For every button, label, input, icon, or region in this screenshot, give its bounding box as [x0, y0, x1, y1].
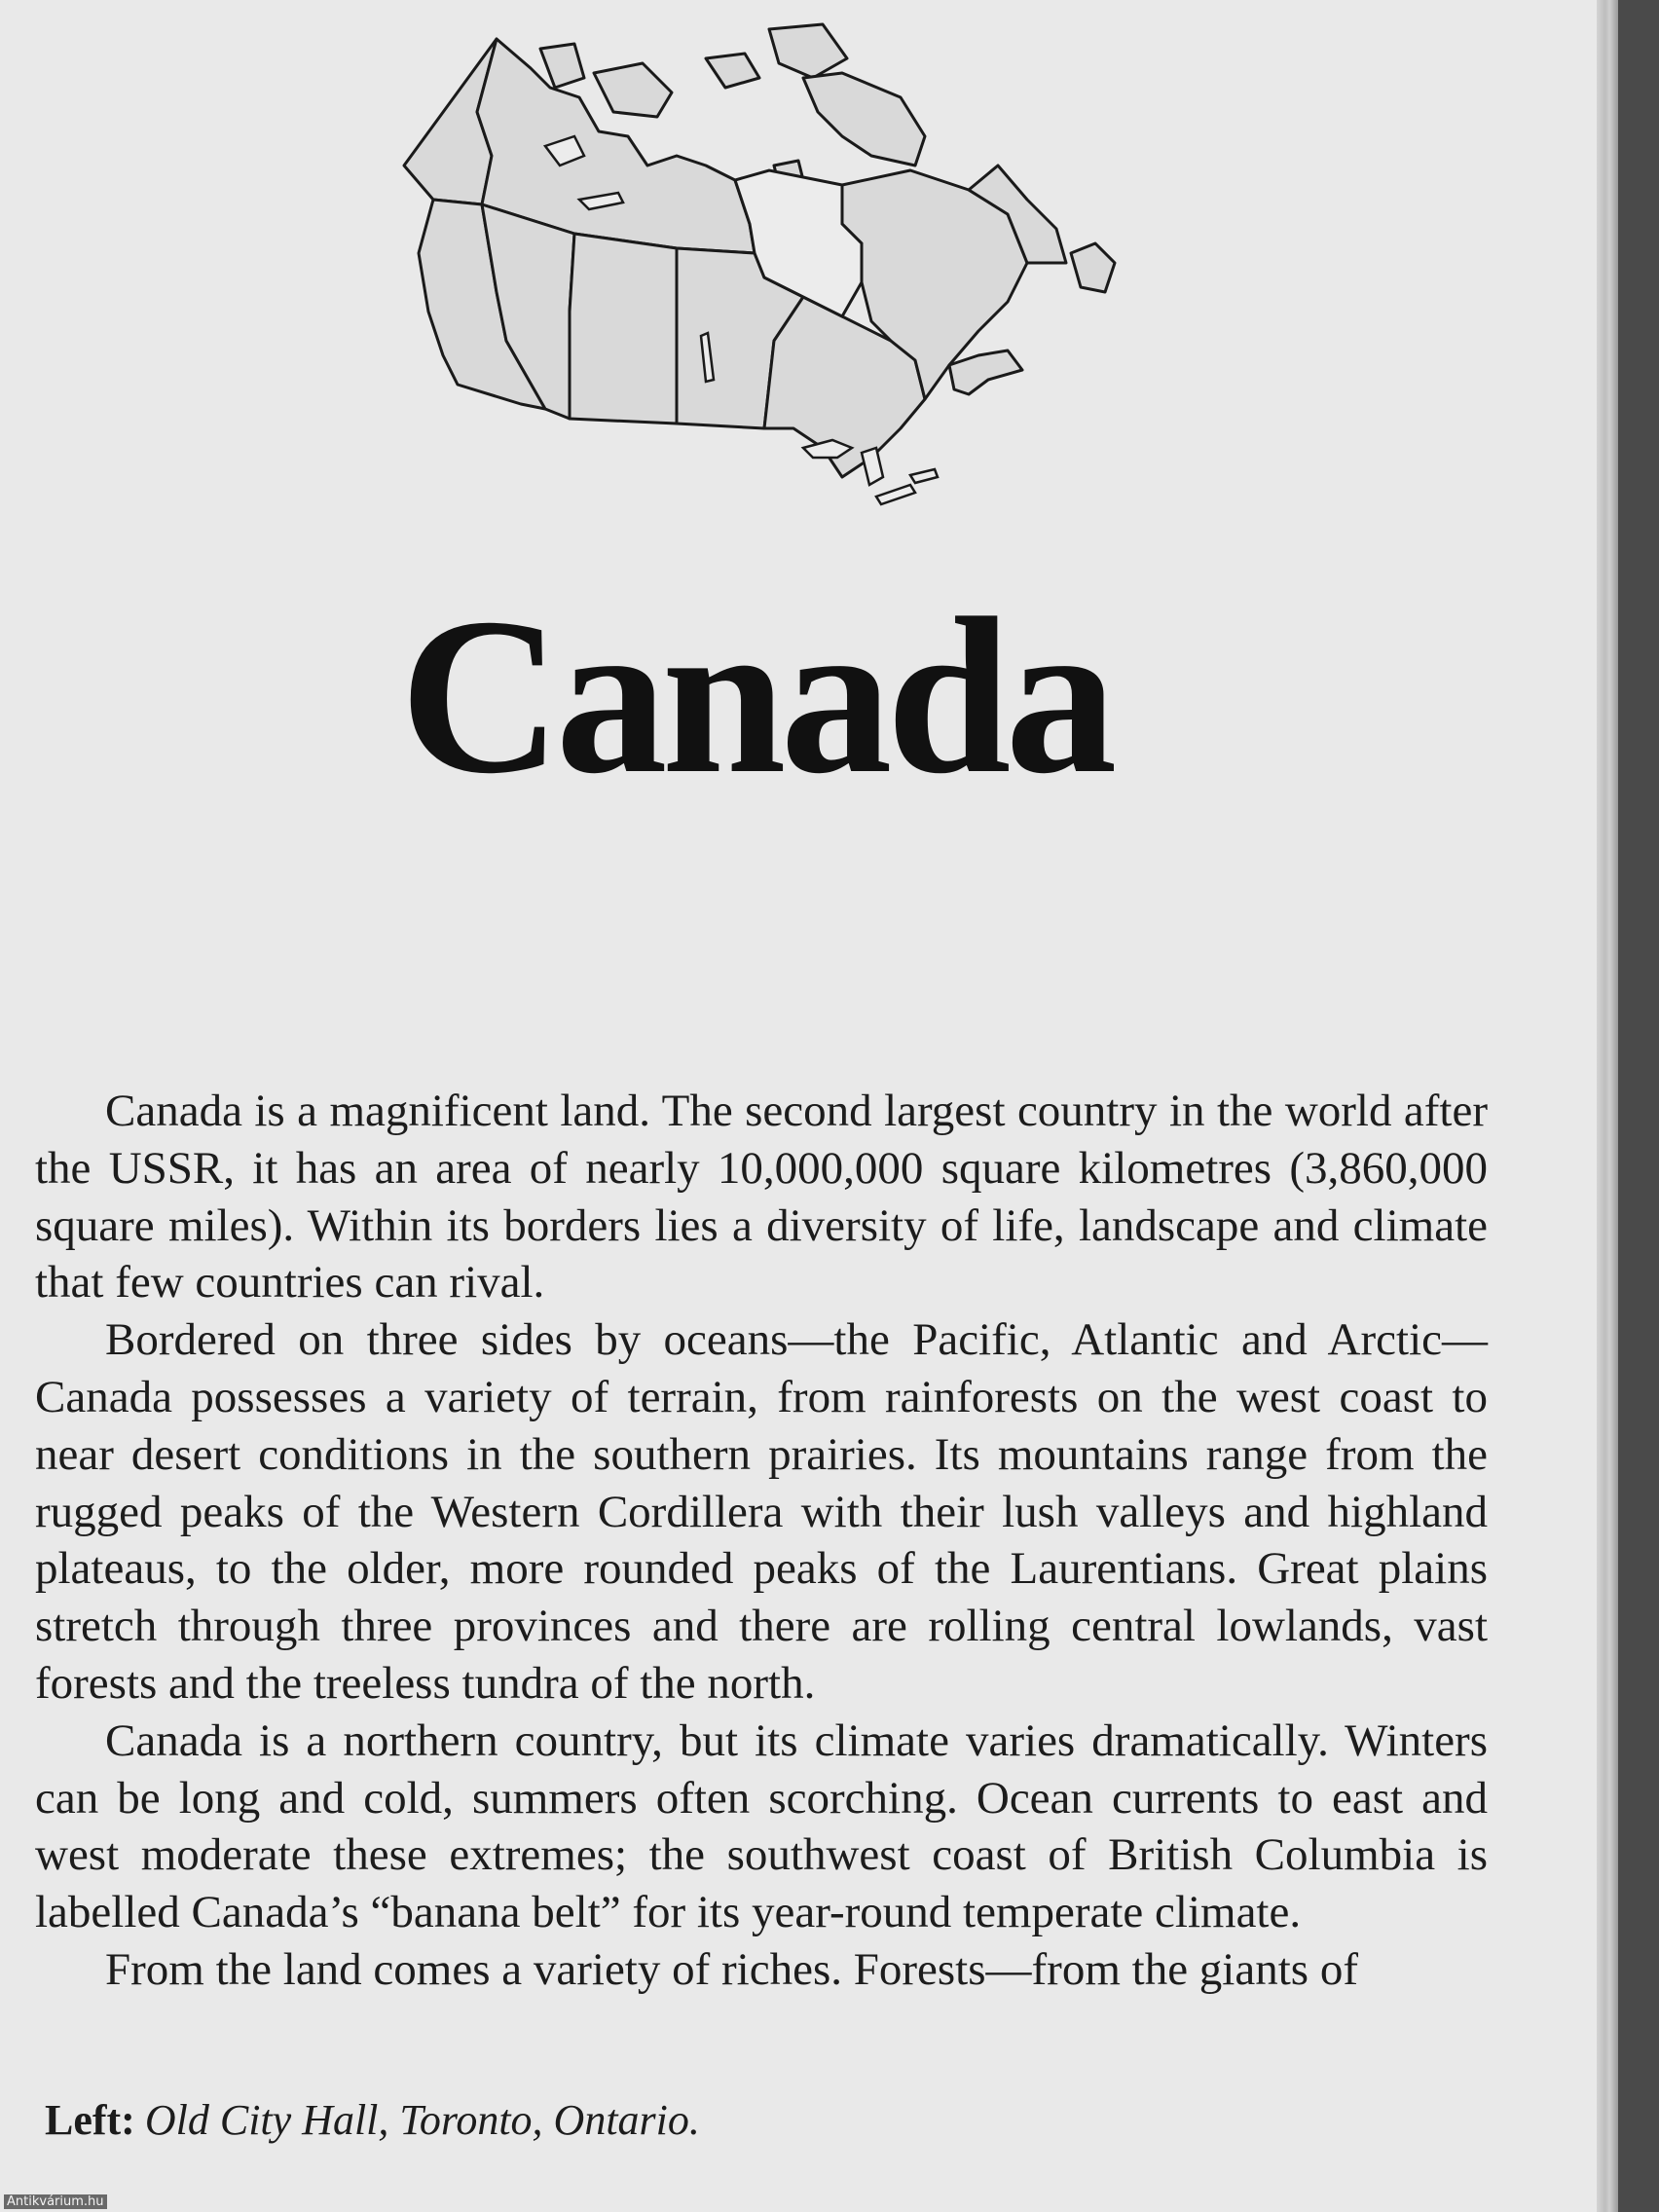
map-victoria-island	[594, 63, 672, 117]
map-lake-ontario	[910, 469, 938, 483]
map-baffin-island	[803, 73, 925, 166]
photo-caption	[45, 2095, 700, 2145]
paragraph: From the land comes a variety of riches. Forests—from the giants of	[105, 1943, 1358, 1995]
paragraph: Canada is a northern country, but its climate varies dramatically. Winters can be long and cold, summers often scorching. Ocean currents to east and west moderate these extremes; the southwest coast of British Columbia is labelled Canada’s “banana belt” for its year-round temperate climate.	[35, 1714, 1488, 1938]
caption-text: Old City Hall, Toronto, Ontario.	[144, 2096, 700, 2144]
book-spine	[1618, 0, 1659, 2212]
article-body	[35, 1083, 1488, 1999]
map-banks-island	[540, 44, 584, 88]
watermark: Antikvárium.hu	[4, 2194, 107, 2209]
map-devon-island	[706, 54, 759, 88]
map-ellesmere-island	[769, 24, 847, 78]
paragraph: Canada is a magnificent land. The second largest country in the world after the USSR, it has an area of nearly 10,000,000 square kilometres (3,860,000 square miles). Within its borders lies a diversity of life, landscape and climate that few countries can rival.	[35, 1086, 1488, 1309]
page-title: Canada	[399, 571, 1112, 820]
map-maritimes	[949, 350, 1022, 394]
map-lake-huron	[862, 448, 883, 485]
paragraph: Bordered on three sides by oceans—the Pacific, Atlantic and Arctic—Canada possesses a variety of terrain, from rainforests on the west coast to near desert conditions in the southern prairies. Its mountains range from the rugged peaks of the Western Cordillera with their lush valleys and highland plateaus, to the older, more rounded peaks of the Laurentians. Great plains stretch through three provinces and there are rolling central lowlands, vast forests and the treeless tundra of the north.	[35, 1314, 1488, 1709]
map-newfoundland	[1071, 243, 1115, 292]
map-lake-erie	[876, 485, 915, 504]
caption-label: Left:	[45, 2096, 135, 2144]
map-saskatchewan	[570, 234, 677, 424]
canada-map-illustration	[385, 19, 1232, 545]
page-edge	[1597, 0, 1618, 2212]
